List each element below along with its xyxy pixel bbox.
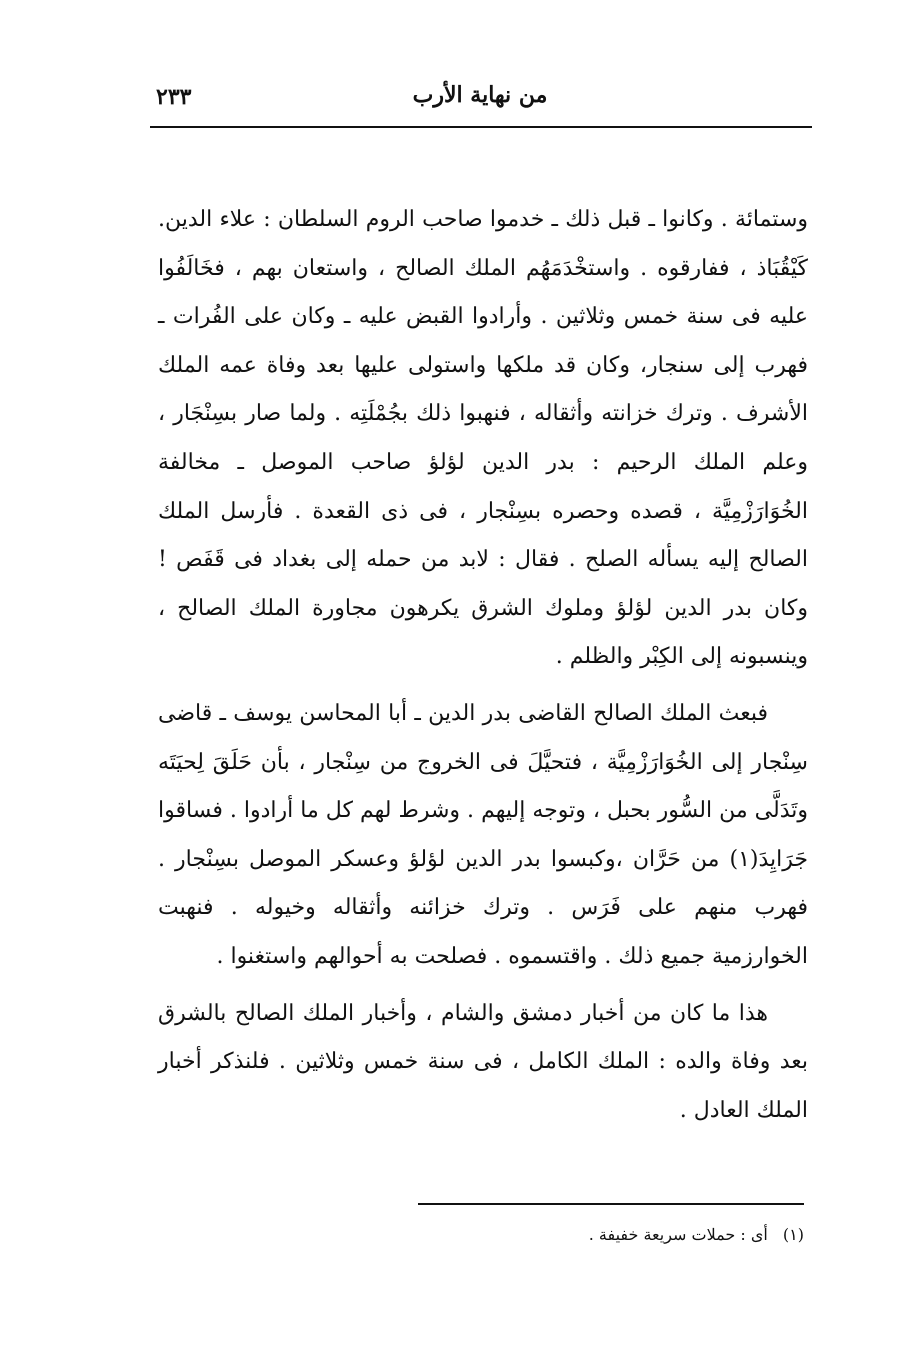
footnote [300, 1222, 804, 1248]
running-title: من نهاية الأرب [412, 82, 548, 108]
paragraph-1: وستمائة . وكانوا ـ قبل ذلك ـ خدموا صاحب الروم السلطان : علاء الدين. كَيْقُبَاذ ، ففارقوه . واستخْدَمَهُم الملك الصالح ، واستعان بهم ، فخَالَفُوا عليه فى سنة خمس وثلاثين . وأرادوا القبض عليه ـ وكان على الفُرات ـ فهرب إلى سنجار، وكان قد ملكها واستولى عليها بعد وفاة عمه الملك الأشرف . وترك خزانته وأثقاله ، فنهبوا ذلك بجُمْلَتِه . ولما صار بسِنْجَار ، وعلم الملك الرحيم : بدر الدين لؤلؤ صاحب الموصل ـ مخالفة الخُوَارَزْمِيَّة ، قصده وحصره بسِنْجار ، فى ذى القعدة . فأرسل الملك الصالح إليه يسأله الصلح . فقال : لابد من حمله إلى بغداد فى قَفَص ! وكان بدر الدين لؤلؤ وملوك الشرق يكرهون مجاورة الملك الصالح ، وينسبونه إلى الكِبْر والظلم . [158, 207, 808, 670]
header-rule [150, 126, 812, 128]
body-text [158, 196, 808, 1135]
page-header [150, 82, 810, 122]
footnote-rule [418, 1203, 804, 1205]
page-number: ٢٣٣ [156, 84, 192, 110]
paragraph-3: هذا ما كان من أخبار دمشق والشام ، وأخبار الملك الصالح بالشرق بعد وفاة والده : الملك الكامل ، فى سنة خمس وثلاثين . فلنذكر أخبار الملك العادل . [158, 1000, 808, 1123]
footnote-text: أى : حملات سريعة خفيفة . [588, 1225, 768, 1244]
paragraph-2: فبعث الملك الصالح القاضى بدر الدين ـ أبا المحاسن يوسف ـ قاضى سِنْجار إلى الخُوَارَزْمِيَّة ، فتحيَّلَ فى الخروج من سِنْجار ، بأن حَلَقَ لِحيَتَه وتَدَلَّى من السُّور بحبل ، وتوجه إليهم . وشرط لهم كل ما أرادوا . فساقوا جَرَايِدَ(١) من حَرَّان ،وكبسوا بدر الدين لؤلؤ وعسكر الموصل بسِنْجار . فهرب منهم على فَرَس . وترك خزائنه وأثقاله وخيوله . فنهبت الخوارزمية جميع ذلك . واقتسموه . فصلحت به أحوالهم واستغنوا . [158, 700, 808, 969]
footnote-marker: (١) [782, 1225, 804, 1244]
